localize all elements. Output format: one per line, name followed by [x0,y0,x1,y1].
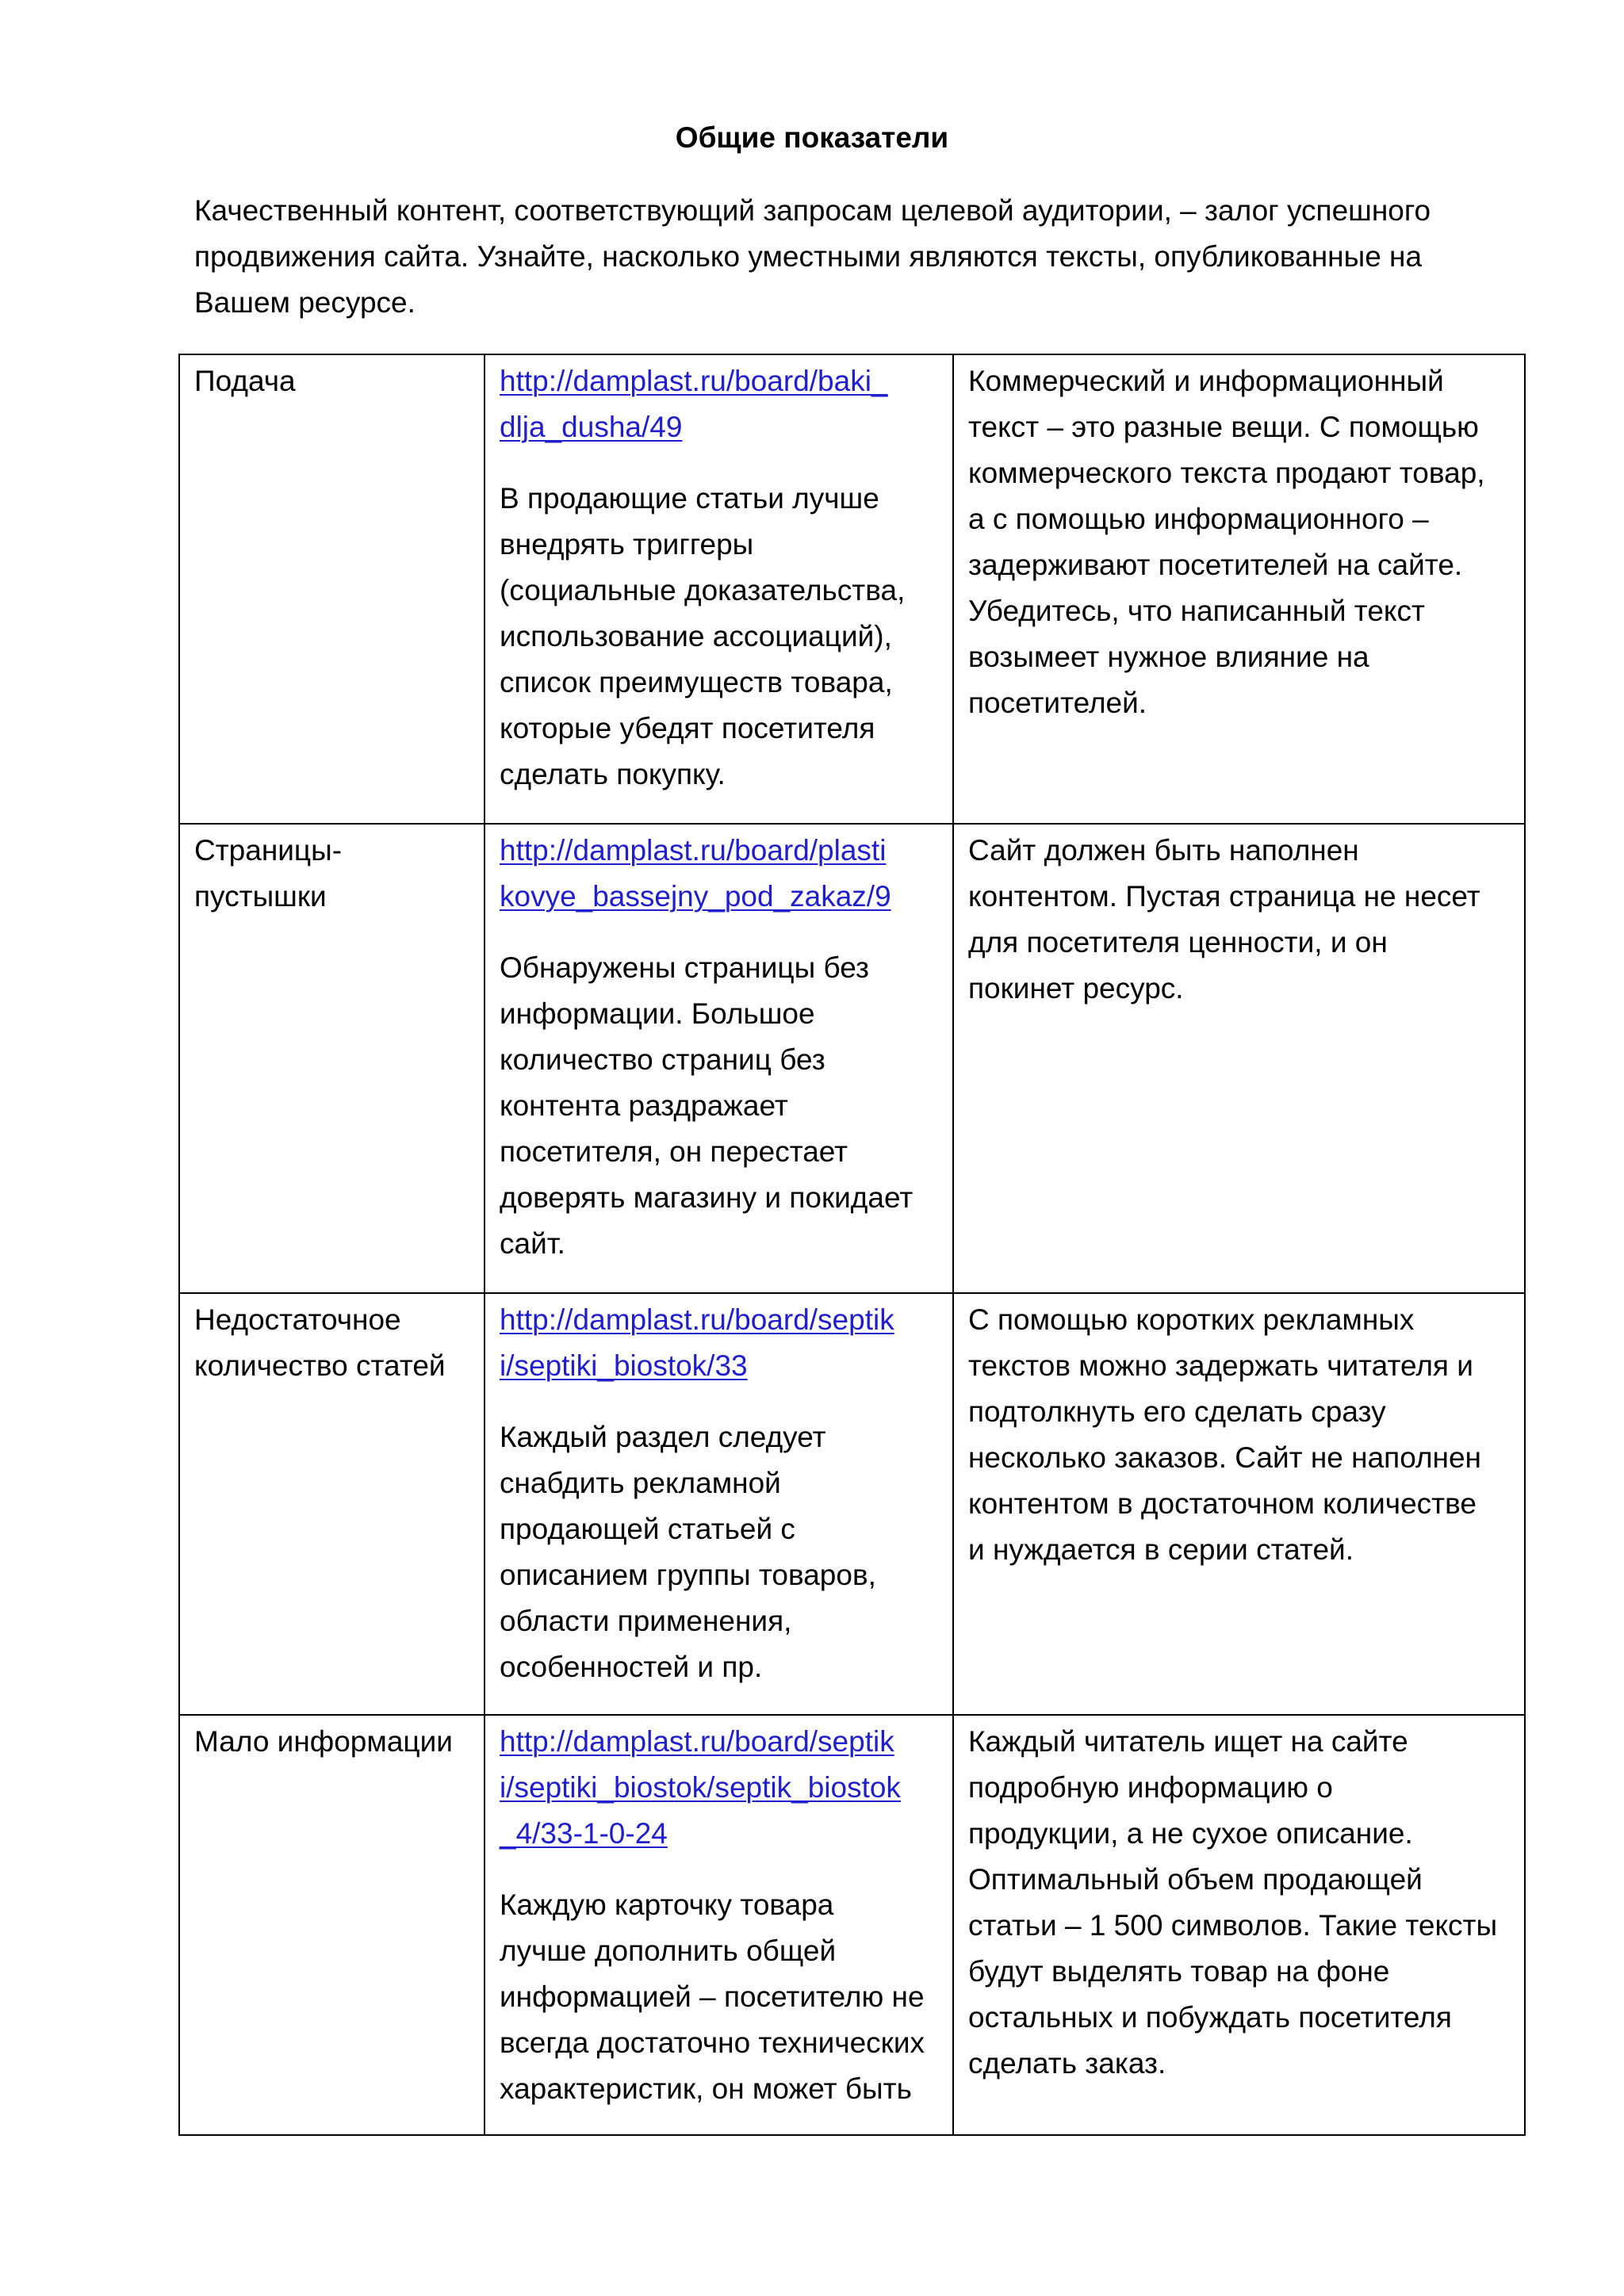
note-line: которые убедят посетителя [500,712,875,744]
indicators-table [178,354,1526,2136]
link-line[interactable]: http://damplast.ru/board/septik [500,1725,894,1758]
note-line: количество страниц без [500,1043,825,1076]
link-line[interactable]: http://damplast.ru/board/septik [500,1303,894,1336]
desc-line: и нуждается в серии статей. [968,1533,1354,1566]
example-link[interactable] [500,1719,941,1857]
desc-line: контентом. Пустая страница не несет [968,880,1480,913]
table-row [179,1715,1525,2135]
row-label-cell [179,354,485,824]
recommendation-text [500,1882,941,2112]
desc-line: Коммерческий и информационный [968,365,1444,397]
desc-line: будут выделять товар на фоне [968,1955,1390,1988]
desc-line: а с помощью информационного – [968,503,1429,535]
page-title: Общие показатели [675,121,949,154]
table-row [179,824,1525,1293]
desc-line: статьи – 1 500 символов. Такие тексты [968,1909,1498,1942]
note-line: доверять магазину и покидает [500,1181,914,1214]
note-line: сайт. [500,1227,565,1260]
desc-line: подтолкнуть его сделать сразу [968,1395,1386,1428]
row-label-cell [179,1715,485,2135]
row-label: пустышки [194,880,327,913]
description-cell [953,824,1525,1293]
example-link[interactable] [500,358,941,450]
note-line: характеристик, он может быть [500,2072,912,2105]
description-cell [953,354,1525,824]
desc-line: остальных и побуждать посетителя [968,2001,1452,2034]
note-line: Каждую карточку товара [500,1888,834,1921]
note-line: всегда достаточно технических [500,2026,925,2059]
link-line[interactable]: i/septiki_biostok/33 [500,1349,748,1382]
intro-line: продвижения сайта. Узнайте, насколько уместными являются тексты, опубликованные на [194,240,1423,273]
desc-line: контентом в достаточном количестве [968,1487,1477,1520]
note-line: информации. Большое [500,997,815,1030]
note-line: (социальные доказательства, [500,574,906,607]
note-line: информацией – посетителю не [500,1980,925,2013]
desc-line: коммерческого текста продают товар, [968,457,1485,489]
example-cell [485,824,953,1293]
desc-line: сделать заказ. [968,2047,1166,2080]
desc-line: Убедитесь, что написанный текст [968,595,1425,627]
intro-paragraph [194,188,1463,326]
example-cell [485,354,953,824]
note-line: контента раздражает [500,1089,788,1122]
note-line: особенностей и пр. [500,1651,763,1683]
intro-line: Вашем ресурсе. [194,286,416,319]
link-line[interactable]: i/septiki_biostok/septik_biostok [500,1771,901,1804]
intro-line: Качественный контент, соответствующий запросам целевой аудитории, – залог успешного [194,194,1431,227]
recommendation-text [500,945,941,1267]
desc-line: посетителей. [968,687,1147,719]
desc-line: продукции, а не сухое описание. [968,1817,1413,1850]
note-line: продающей статьей с [500,1513,795,1545]
example-cell [485,1293,953,1715]
link-line[interactable]: dlja_dusha/49 [500,411,683,443]
recommendation-text [500,1414,941,1690]
example-cell [485,1715,953,2135]
link-line[interactable]: kovye_bassejny_pod_zakaz/9 [500,880,891,913]
note-line: Каждый раздел следует [500,1421,826,1453]
note-line: сделать покупку. [500,758,726,790]
description-cell [953,1293,1525,1715]
desc-line: Каждый читатель ищет на сайте [968,1725,1408,1758]
desc-line: С помощью коротких рекламных [968,1303,1415,1336]
desc-line: Сайт должен быть наполнен [968,834,1359,867]
description-cell [953,1715,1525,2135]
desc-line: подробную информацию о [968,1771,1333,1804]
table-row [179,354,1525,824]
link-line[interactable]: http://damplast.ru/board/plasti [500,834,887,867]
example-link[interactable] [500,828,941,920]
link-line[interactable]: _4/33-1-0-24 [500,1817,668,1850]
row-label: Мало информации [194,1725,453,1758]
note-line: список преимуществ товара, [500,666,893,698]
desc-line: текстов можно задержать читателя и [968,1349,1473,1382]
desc-line: для посетителя ценности, и он [968,926,1388,959]
note-line: посетителя, он перестает [500,1135,848,1168]
desc-line: возымеет нужное влияние на [968,641,1369,673]
desc-line: текст – это разные вещи. С помощью [968,411,1479,443]
row-label-cell [179,1293,485,1715]
note-line: лучше дополнить общей [500,1934,837,1967]
row-label-cell [179,824,485,1293]
desc-line: задерживают посетителей на сайте. [968,549,1463,581]
row-label: Подача [194,365,296,397]
desc-line: Оптимальный объем продающей [968,1863,1423,1896]
note-line: снабдить рекламной [500,1467,781,1499]
row-label: Страницы- [194,834,343,867]
table-row [179,1293,1525,1715]
row-label: количество статей [194,1349,446,1382]
note-line: Обнаружены страницы без [500,951,869,984]
row-label: Недостаточное [194,1303,401,1336]
note-line: использование ассоциаций), [500,620,892,652]
link-line[interactable]: http://damplast.ru/board/baki_ [500,365,888,397]
note-line: описанием группы товаров, [500,1559,876,1591]
desc-line: покинет ресурс. [968,972,1184,1004]
example-link[interactable] [500,1297,941,1389]
recommendation-text [500,476,941,798]
note-line: внедрять триггеры [500,528,754,561]
note-line: области применения, [500,1605,792,1637]
desc-line: несколько заказов. Сайт не наполнен [968,1441,1481,1474]
note-line: В продающие статьи лучше [500,482,879,515]
